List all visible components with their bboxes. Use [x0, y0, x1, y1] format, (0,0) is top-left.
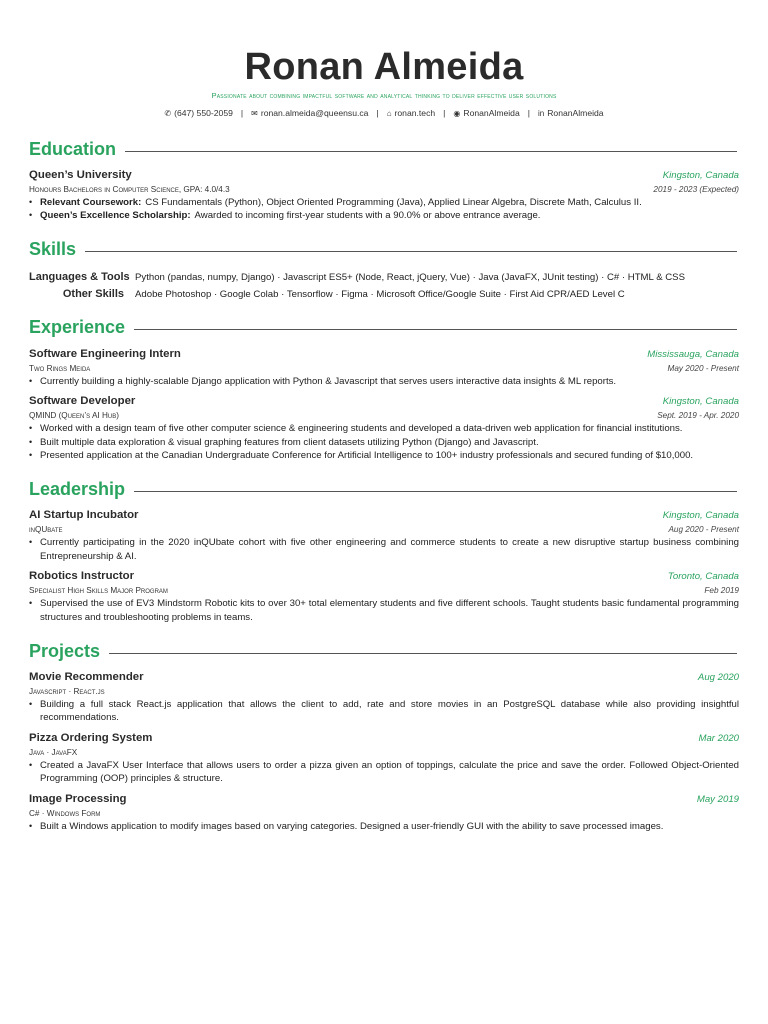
- bullet-text: Currently building a highly-scalable Django application with Python & Javascript that serves users interactive data insights & ML reports.: [40, 375, 617, 387]
- entry-title: AI Startup Incubator: [29, 509, 139, 522]
- bullet-text: Built multiple data exploration & visual graphing features from client datasets utilizing Python (Django) and Javascript.: [40, 436, 539, 448]
- bullet-label: Relevant Coursework:: [40, 197, 142, 208]
- bullet-item: [29, 209, 739, 222]
- linkedin-icon: in: [537, 109, 545, 118]
- entry-title: Software Developer: [29, 395, 136, 408]
- bullet-item: [29, 196, 739, 209]
- skill-row: [29, 269, 739, 286]
- contact-text: RonanAlmeida: [463, 108, 520, 118]
- entry-subtitle: Javascript · React.js: [29, 687, 105, 697]
- contact-separator: |: [443, 108, 446, 118]
- entry-subheading-row: [29, 584, 739, 597]
- bullet-item: [29, 436, 739, 449]
- home-icon: ⌂: [386, 109, 392, 118]
- section-header: [29, 136, 739, 162]
- bullet-item: [29, 698, 739, 725]
- bullet-item: [29, 536, 739, 563]
- section-title: Projects: [29, 640, 101, 661]
- candidate-name: Ronan Almeida: [244, 46, 524, 88]
- entry-list: [29, 168, 739, 223]
- contact-text: ronan.tech: [394, 108, 436, 118]
- bullet-list: [29, 698, 739, 725]
- entry: [29, 670, 739, 725]
- contact-separator: |: [240, 108, 244, 118]
- bullet-text: CS Fundamentals (Python), Object Oriented Programming (Java), Applied Linear Algebra, Discrete Math, Calculus II.: [145, 197, 642, 208]
- entry-subtitle: Two Rings Meida: [29, 363, 91, 373]
- bullet-list: [29, 759, 739, 786]
- entry-subtitle: C# · Windows Form: [29, 808, 101, 818]
- contact-text: RonanAlmeida: [547, 108, 604, 118]
- entry-heading-row: [29, 731, 739, 746]
- contact-bar: [29, 107, 739, 120]
- entry-subheading-row: [29, 685, 739, 698]
- bullet-list: [29, 375, 739, 388]
- contact-item: [538, 108, 604, 118]
- bullet-list: [29, 597, 739, 624]
- contact-text: (647) 550-2059: [174, 108, 233, 118]
- entry-subtitle: Honours Bachelors in Computer Science, GPA: 4.0/4.3: [29, 185, 230, 194]
- entry-date: Sept. 2019 - Apr. 2020: [657, 411, 739, 421]
- section-divider: [125, 151, 737, 152]
- entry-location: Aug 2020: [697, 672, 739, 684]
- entry: [29, 347, 739, 388]
- bullet-label: Queen’s Excellence Scholarship:: [40, 210, 191, 222]
- entry-subheading-row: [29, 362, 739, 375]
- bullet-item: [29, 422, 739, 435]
- skill-value: Python (pandas, numpy, Django) · Javascript ES5+ (Node, React, jQuery, Vue) · Java (JavaFX, JUnit testing) · C# · HTML & CSS: [135, 271, 685, 283]
- entry-heading-row: [29, 569, 739, 584]
- entry-subtitle: inQUbate: [29, 525, 63, 535]
- skills-list: [29, 269, 739, 303]
- contact-text: ronan.almeida@queensu.ca: [260, 108, 369, 118]
- entry-location: Kingston, Canada: [662, 170, 739, 181]
- entry-subtitle: Java · JavaFX: [29, 747, 78, 757]
- tagline: Passionate about combining impactful software and analytical thinking to deliver effective user solutions: [211, 91, 557, 100]
- section-header: [29, 638, 739, 664]
- entry-heading-row: [29, 792, 739, 807]
- entry-title: Software Engineering Intern: [29, 347, 181, 360]
- entry: [29, 508, 739, 563]
- entry-list: [29, 670, 739, 833]
- bullet-item: [29, 375, 739, 388]
- contact-item: [453, 108, 519, 118]
- section-divider: [134, 329, 737, 330]
- entry-location: Kingston, Canada: [662, 396, 739, 408]
- entry: [29, 569, 739, 624]
- bullet-text: Awarded to incoming first-year students with a 90.0% or above entrance average.: [194, 210, 541, 222]
- skill-label: Other Skills: [62, 287, 124, 300]
- resume-header: [29, 0, 739, 120]
- bullet-item: [29, 759, 739, 786]
- entry-date: Aug 2020 - Present: [668, 525, 739, 535]
- section-header: [29, 476, 739, 502]
- entry-subtitle: QMIND (Queen’s AI Hub): [29, 411, 119, 421]
- bullet-text: Building a full stack React.js application that allows the client to add, rate and store movies in an PostgreSQL database while also providing insightful recommendations.: [40, 699, 739, 724]
- entry: [29, 792, 739, 833]
- contact-item: [251, 108, 368, 118]
- section-skills: [29, 237, 739, 303]
- entry-location: Mississauga, Canada: [647, 348, 739, 360]
- bullet-item: [29, 449, 739, 462]
- skill-row: [29, 286, 739, 303]
- entry: [29, 731, 739, 786]
- bullet-item: [29, 820, 739, 833]
- entry-date: May 2020 - Present: [667, 363, 739, 373]
- entry-heading-row: [29, 394, 739, 409]
- bullet-text: Currently participating in the 2020 inQUbate cohort with five other engineering and commerce students to create a new disruptive startup business combining Entrepreneurship & AI.: [40, 537, 739, 562]
- contact-separator: |: [527, 108, 530, 118]
- entry: [29, 394, 739, 462]
- entry-subtitle: Specialist High Skills Major Program: [29, 586, 168, 596]
- entry-date: Feb 2019: [704, 586, 739, 596]
- section-divider: [134, 491, 737, 492]
- section-leadership: [29, 476, 739, 624]
- section-projects: [29, 638, 739, 833]
- entry-subheading-row: [29, 523, 739, 536]
- phone-icon: ✆: [164, 109, 172, 118]
- section-experience: [29, 315, 739, 463]
- entry-location: Kingston, Canada: [662, 510, 739, 522]
- entry-heading-row: [29, 347, 739, 362]
- entry-heading-row: [29, 168, 739, 183]
- bullet-text: Supervised the use of EV3 Mindstorm Robotic kits to over 30+ total elementary students and five different schools. Taught students basic fundamental programming structures and troubleshooting problems in teams.: [40, 598, 739, 623]
- entry-title: Queen’s University: [29, 169, 132, 181]
- section-header: [29, 315, 739, 341]
- contact-item: [387, 108, 435, 118]
- entry-location: May 2019: [696, 793, 739, 805]
- bullet-text: Created a JavaFX User Interface that allows users to order a pizza given an option of toppings, calculate the price and save the order. Followed Object-Oriented Programming (OOP) principles & structure.: [40, 759, 739, 785]
- section-title: Leadership: [29, 478, 126, 499]
- bullet-list: [29, 820, 739, 833]
- entry-subheading-row: [29, 409, 739, 422]
- entry: [29, 168, 739, 223]
- bullet-list: [29, 196, 739, 223]
- section-education: [29, 136, 739, 223]
- section-title: Education: [29, 138, 117, 159]
- entry-title: Image Processing: [29, 792, 127, 805]
- section-title: Experience: [29, 317, 126, 338]
- contact-separator: |: [376, 108, 379, 118]
- entry-list: [29, 508, 739, 624]
- entry-heading-row: [29, 670, 739, 685]
- entry-subheading-row: [29, 807, 739, 820]
- entry-heading-row: [29, 508, 739, 523]
- bullet-text: Built a Windows application to modify images based on varying categories. Designed a user-friendly GUI with the ability to save processed images.: [40, 820, 664, 832]
- entry-title: Robotics Instructor: [29, 570, 135, 583]
- entry-subheading-row: [29, 183, 739, 196]
- entry-location: Toronto, Canada: [667, 571, 739, 583]
- email-icon: ✉: [251, 109, 258, 118]
- skill-value: Adobe Photoshop · Google Colab · Tensorflow · Figma · Microsoft Office/Google Suite · First Aid CPR/AED Level C: [135, 288, 625, 300]
- entry-title: Movie Recommender: [29, 671, 144, 684]
- skill-label: Languages & Tools: [29, 270, 130, 283]
- bullet-text: Worked with a design team of five other computer science & engineering students and developed a data-driven web application for financial institutions.: [40, 423, 683, 435]
- entry-list: [29, 347, 739, 463]
- section-header: [29, 237, 739, 263]
- contact-item: [164, 108, 232, 118]
- section-title: Skills: [29, 239, 77, 260]
- entry-location: Mar 2020: [698, 732, 739, 744]
- entry-title: Pizza Ordering System: [29, 731, 153, 744]
- section-divider: [85, 251, 737, 252]
- section-divider: [109, 653, 737, 654]
- entry-date: 2019 - 2023 (Expected): [653, 185, 739, 194]
- github-icon: ◉: [453, 109, 461, 118]
- bullet-text: Presented application at the Canadian Undergraduate Conference for Artificial Intelligence to 100+ industry professionals and secured funding of $10,000.: [40, 450, 694, 462]
- bullet-item: [29, 597, 739, 624]
- entry-subheading-row: [29, 746, 739, 759]
- bullet-list: [29, 536, 739, 563]
- bullet-list: [29, 422, 739, 462]
